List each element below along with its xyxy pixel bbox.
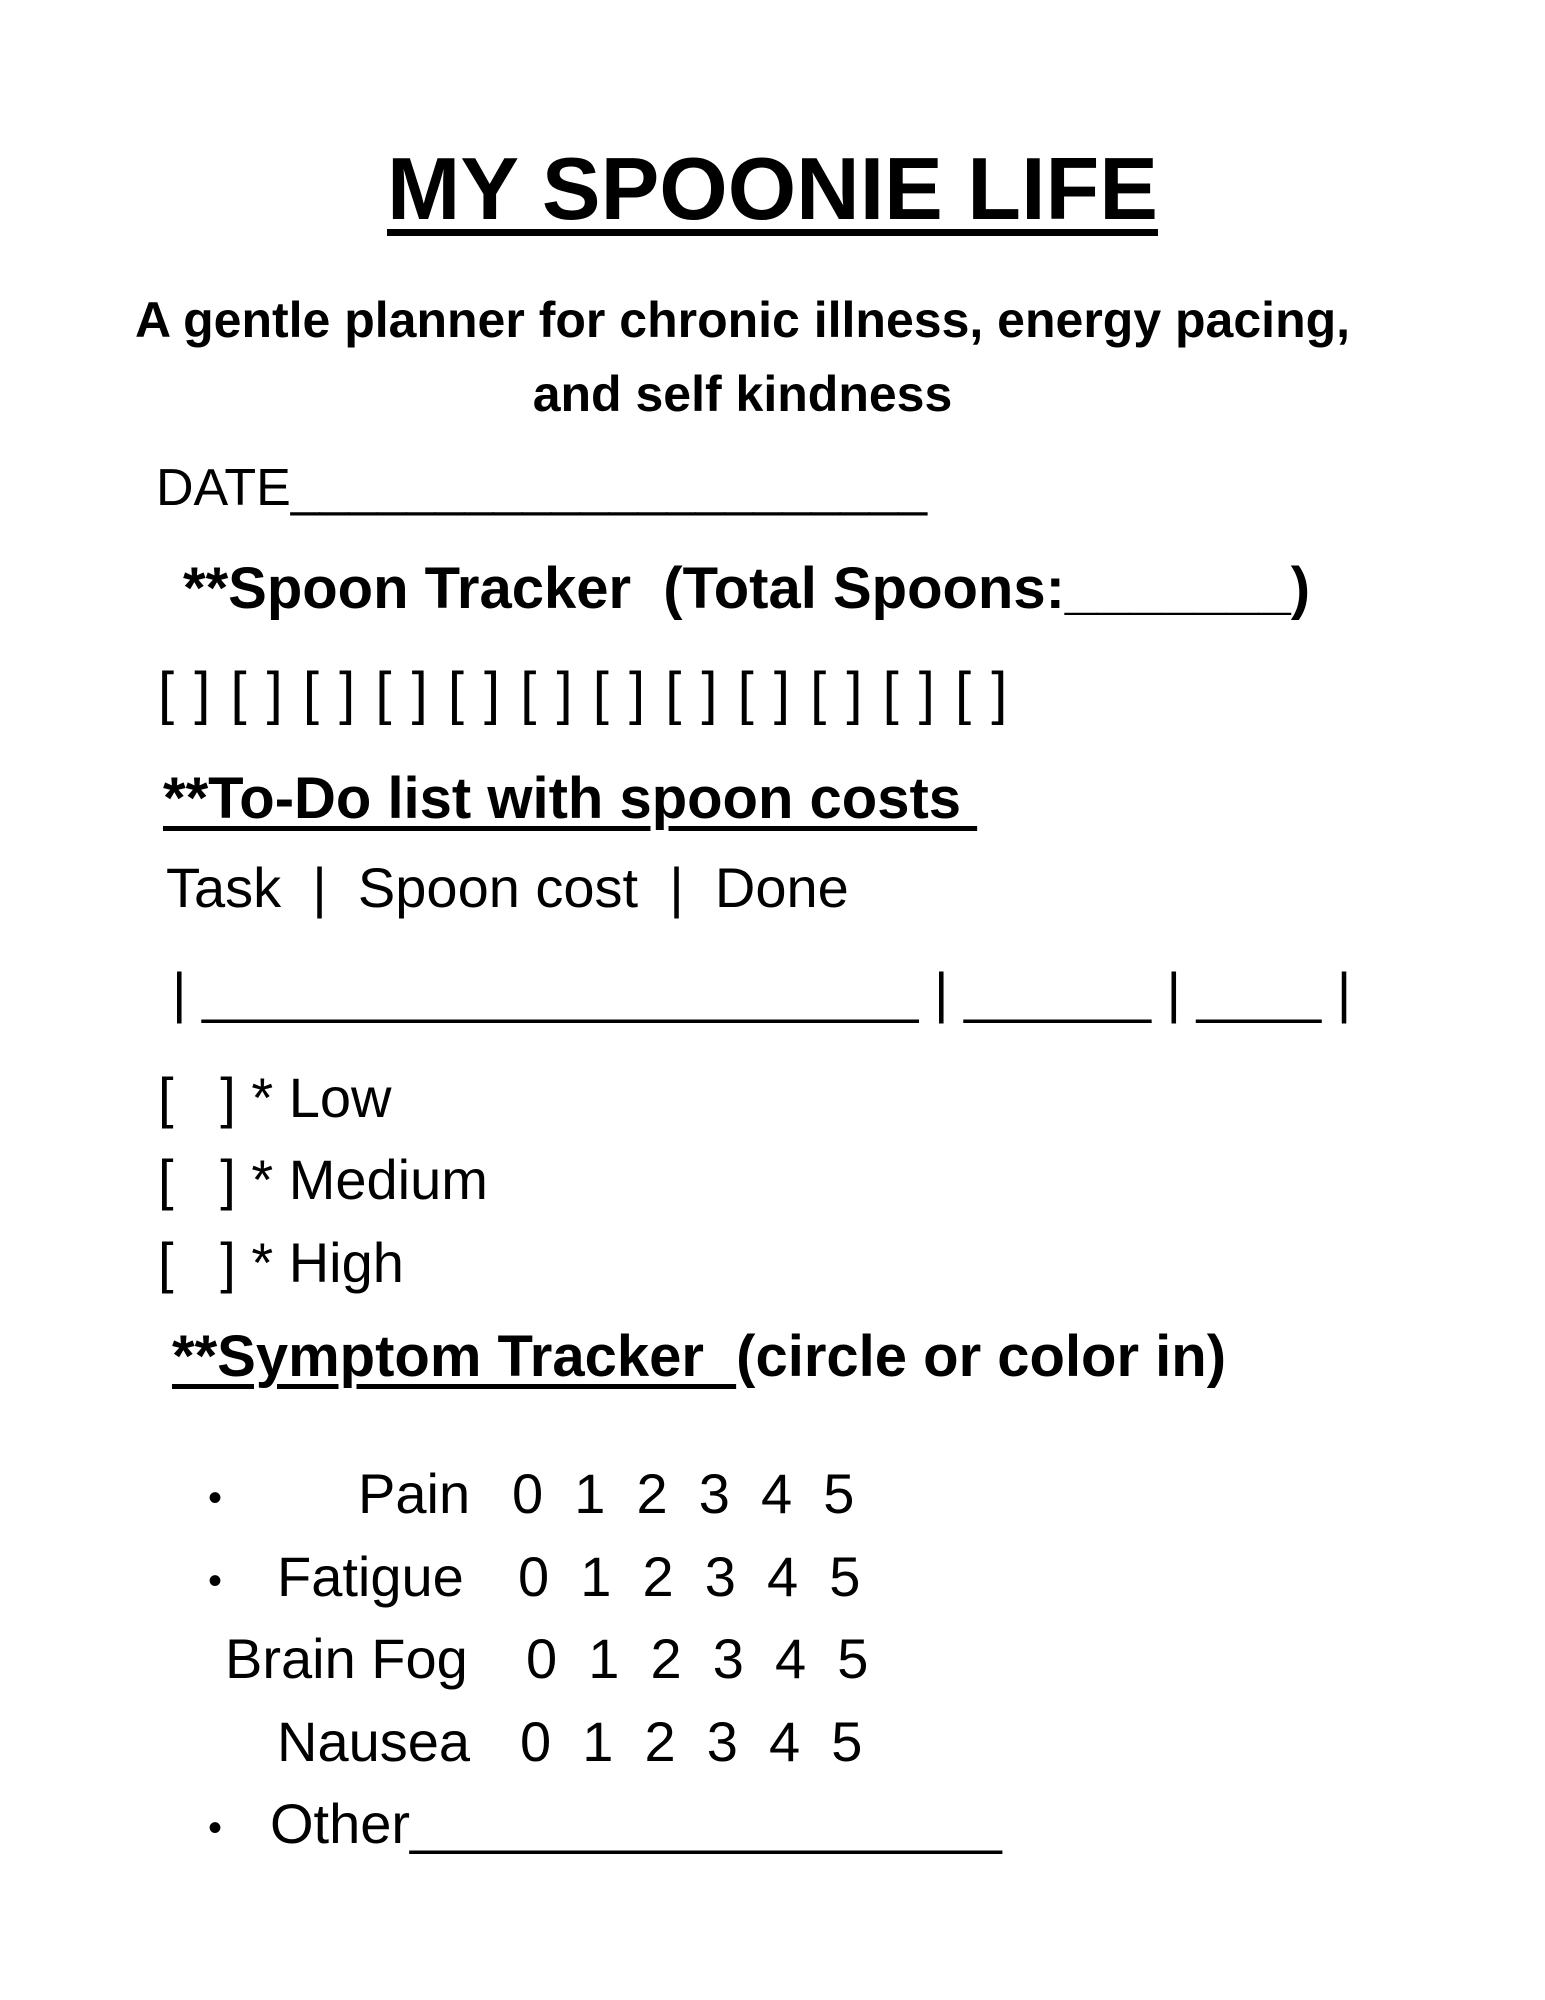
level-low-checkbox[interactable]: [ ] * Low <box>158 1066 392 1129</box>
symptom-scale-brain-fog[interactable]: 0 1 2 3 4 5 <box>526 1627 869 1690</box>
symptom-label-brain-fog: Brain Fog <box>225 1627 468 1690</box>
spoon-tracker-heading: **Spoon Tracker (Total Spoons:_______) <box>183 556 1311 621</box>
bullet-icon: • <box>208 1559 223 1603</box>
date-field[interactable]: DATE______________________ <box>156 459 928 517</box>
subtitle: A gentle planner for chronic illness, energy pacing, and self kindness <box>134 292 1351 422</box>
spoon-checkboxes[interactable]: [ ] [ ] [ ] [ ] [ ] [ ] [ ] [ ] [ ] [ ] [ ] [ ] <box>158 661 1010 726</box>
bullet-icon: • <box>208 1806 223 1850</box>
level-high-checkbox[interactable]: [ ] * High <box>158 1231 404 1294</box>
todo-entry-row[interactable]: | _______________________ | ______ | ____ | <box>172 961 1352 1024</box>
level-medium-checkbox[interactable]: [ ] * Medium <box>158 1148 488 1211</box>
bullet-icon: • <box>208 1476 223 1520</box>
symptom-label-pain: Pain <box>358 1462 471 1525</box>
page-title: MY SPOONIE LIFE <box>387 139 1158 238</box>
symptom-scale-nausea[interactable]: 0 1 2 3 4 5 <box>520 1710 863 1773</box>
todo-heading: **To-Do list with spoon costs <box>163 766 978 831</box>
symptom-scale-fatigue[interactable]: 0 1 2 3 4 5 <box>518 1545 861 1608</box>
todo-columns-header: Task | Spoon cost | Done <box>166 856 849 919</box>
symptom-tracker-heading: **Symptom Tracker (circle or color in) <box>172 1324 1227 1389</box>
symptom-other-field[interactable]: Other___________________ <box>270 1792 1002 1855</box>
symptom-label-nausea: Nausea <box>277 1710 471 1773</box>
symptom-scale-pain[interactable]: 0 1 2 3 4 5 <box>512 1462 855 1525</box>
symptom-label-fatigue: Fatigue <box>277 1545 464 1608</box>
